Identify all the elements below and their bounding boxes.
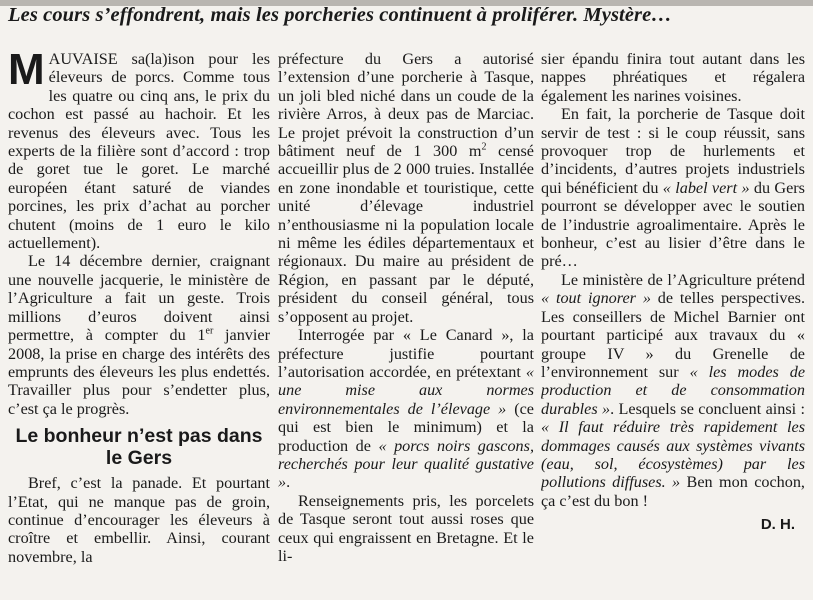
drop-cap: M — [8, 50, 45, 94]
paragraph-4: préfecture du Gers a autorisé l’extension d’une porcherie à Tasque, un joli bled niché dans un coude de la rivière Arros, à deux pas de Marciac. Le projet prévoit la construction d’un bâtiment neuf de 1 300 $m^2$ censé accueillir plus de 2 000 truies. Installée en zone inondable et touristique, cette unité d’élevage industriel n’enthousiasme ni la population locale ni même les édiles départementaux et régionaux. Du maire au président de Région, en passant par le député, président du conseil général, tous s’opposent au projet. — [278, 50, 534, 326]
paragraph-9: Le ministère de l’Agriculture prétend « tout ignorer » de telles perspectives. Les conseillers de Michel Barnier ont pourtant participé aux travaux du « groupe IV » du Grenelle de l’environnement sur « les modes de production et de consommation durables ». Lesquels se concluent ainsi : « Il faut réduire très rapidement les dommages causés aux systèmes vivants (eau, sol, écosystèmes) par les pollutions diffuses. » Ben mon cochon, ça c’est du bon ! — [541, 270, 805, 510]
author-signature: D. H. — [760, 516, 795, 534]
paragraph-6: Renseignements pris, les porcelets de Tasque seront tout aussi roses que ceux qui engraissent en Bretagne. Et le li- — [278, 491, 534, 565]
paragraph-5: Interrogée par « Le Canard », la préfecture justifie pourtant l’autorisation accordée, en prétextant « une mise aux normes environnementales de l’élevage » (ce qui est bien le minimum) et la production de « porcs noirs gascons, recherchés pour leur qualité gustative ». — [278, 326, 534, 492]
paragraph-2: Le 14 décembre dernier, craignant une nouvelle jacquerie, le ministère de l’Agriculture a fait un geste. Trois millions d’euros doivent ainsi permettre, à compter du 1er janvier 2008, la prise en charge des intérêts des emprunts des éleveurs les plus endettés. Travailler plus pour s’endetter plus, c’est ça le progrès. — [8, 252, 270, 418]
paragraph-8: En fait, la porcherie de Tasque doit servir de test : si le coup réussit, sans provoquer trop de hurlements et d’incidents, d’autres projets industriels qui bénéficient du « label vert » du Gers pourront se développer avec le soutien de l’industrie agroalimentaire. Après le bonheur, c’est au lisier d’être dans le pré… — [541, 105, 805, 271]
paragraph-3: Bref, c’est la panade. Et pourtant l’Etat, qui ne manque pas de groin, continue d’encourager les éleveurs à croître et embellir. Ainsi, courant novembre, la — [8, 474, 270, 566]
paragraph-7: sier épandu finira tout autant dans les nappes phréatiques et régalera également les narines voisines. — [541, 50, 805, 105]
article-subtitle: Les cours s’effondrent, mais les porcheries continuent à proliférer. Mystère… — [8, 4, 672, 26]
column-3 — [541, 50, 805, 598]
column-2 — [278, 50, 534, 598]
paragraph-1: MAUVAISE sa(la)ison pour les éleveurs de porcs. Comme tous les quatre ou cinq ans, le prix du cochon est passé au hachoir. Et les revenus des éleveurs avec. Tous les experts de la filière sont d’accord : trop de goret tue le goret. Le marché européen étant saturé de viandes porcines, les prix d’achat au porcher chutent (moins de 1 euro le kilo actuellement). — [8, 50, 270, 253]
subheading: Le bonheur n’est pas dans le Gers — [15, 425, 263, 470]
column-1 — [8, 50, 270, 598]
